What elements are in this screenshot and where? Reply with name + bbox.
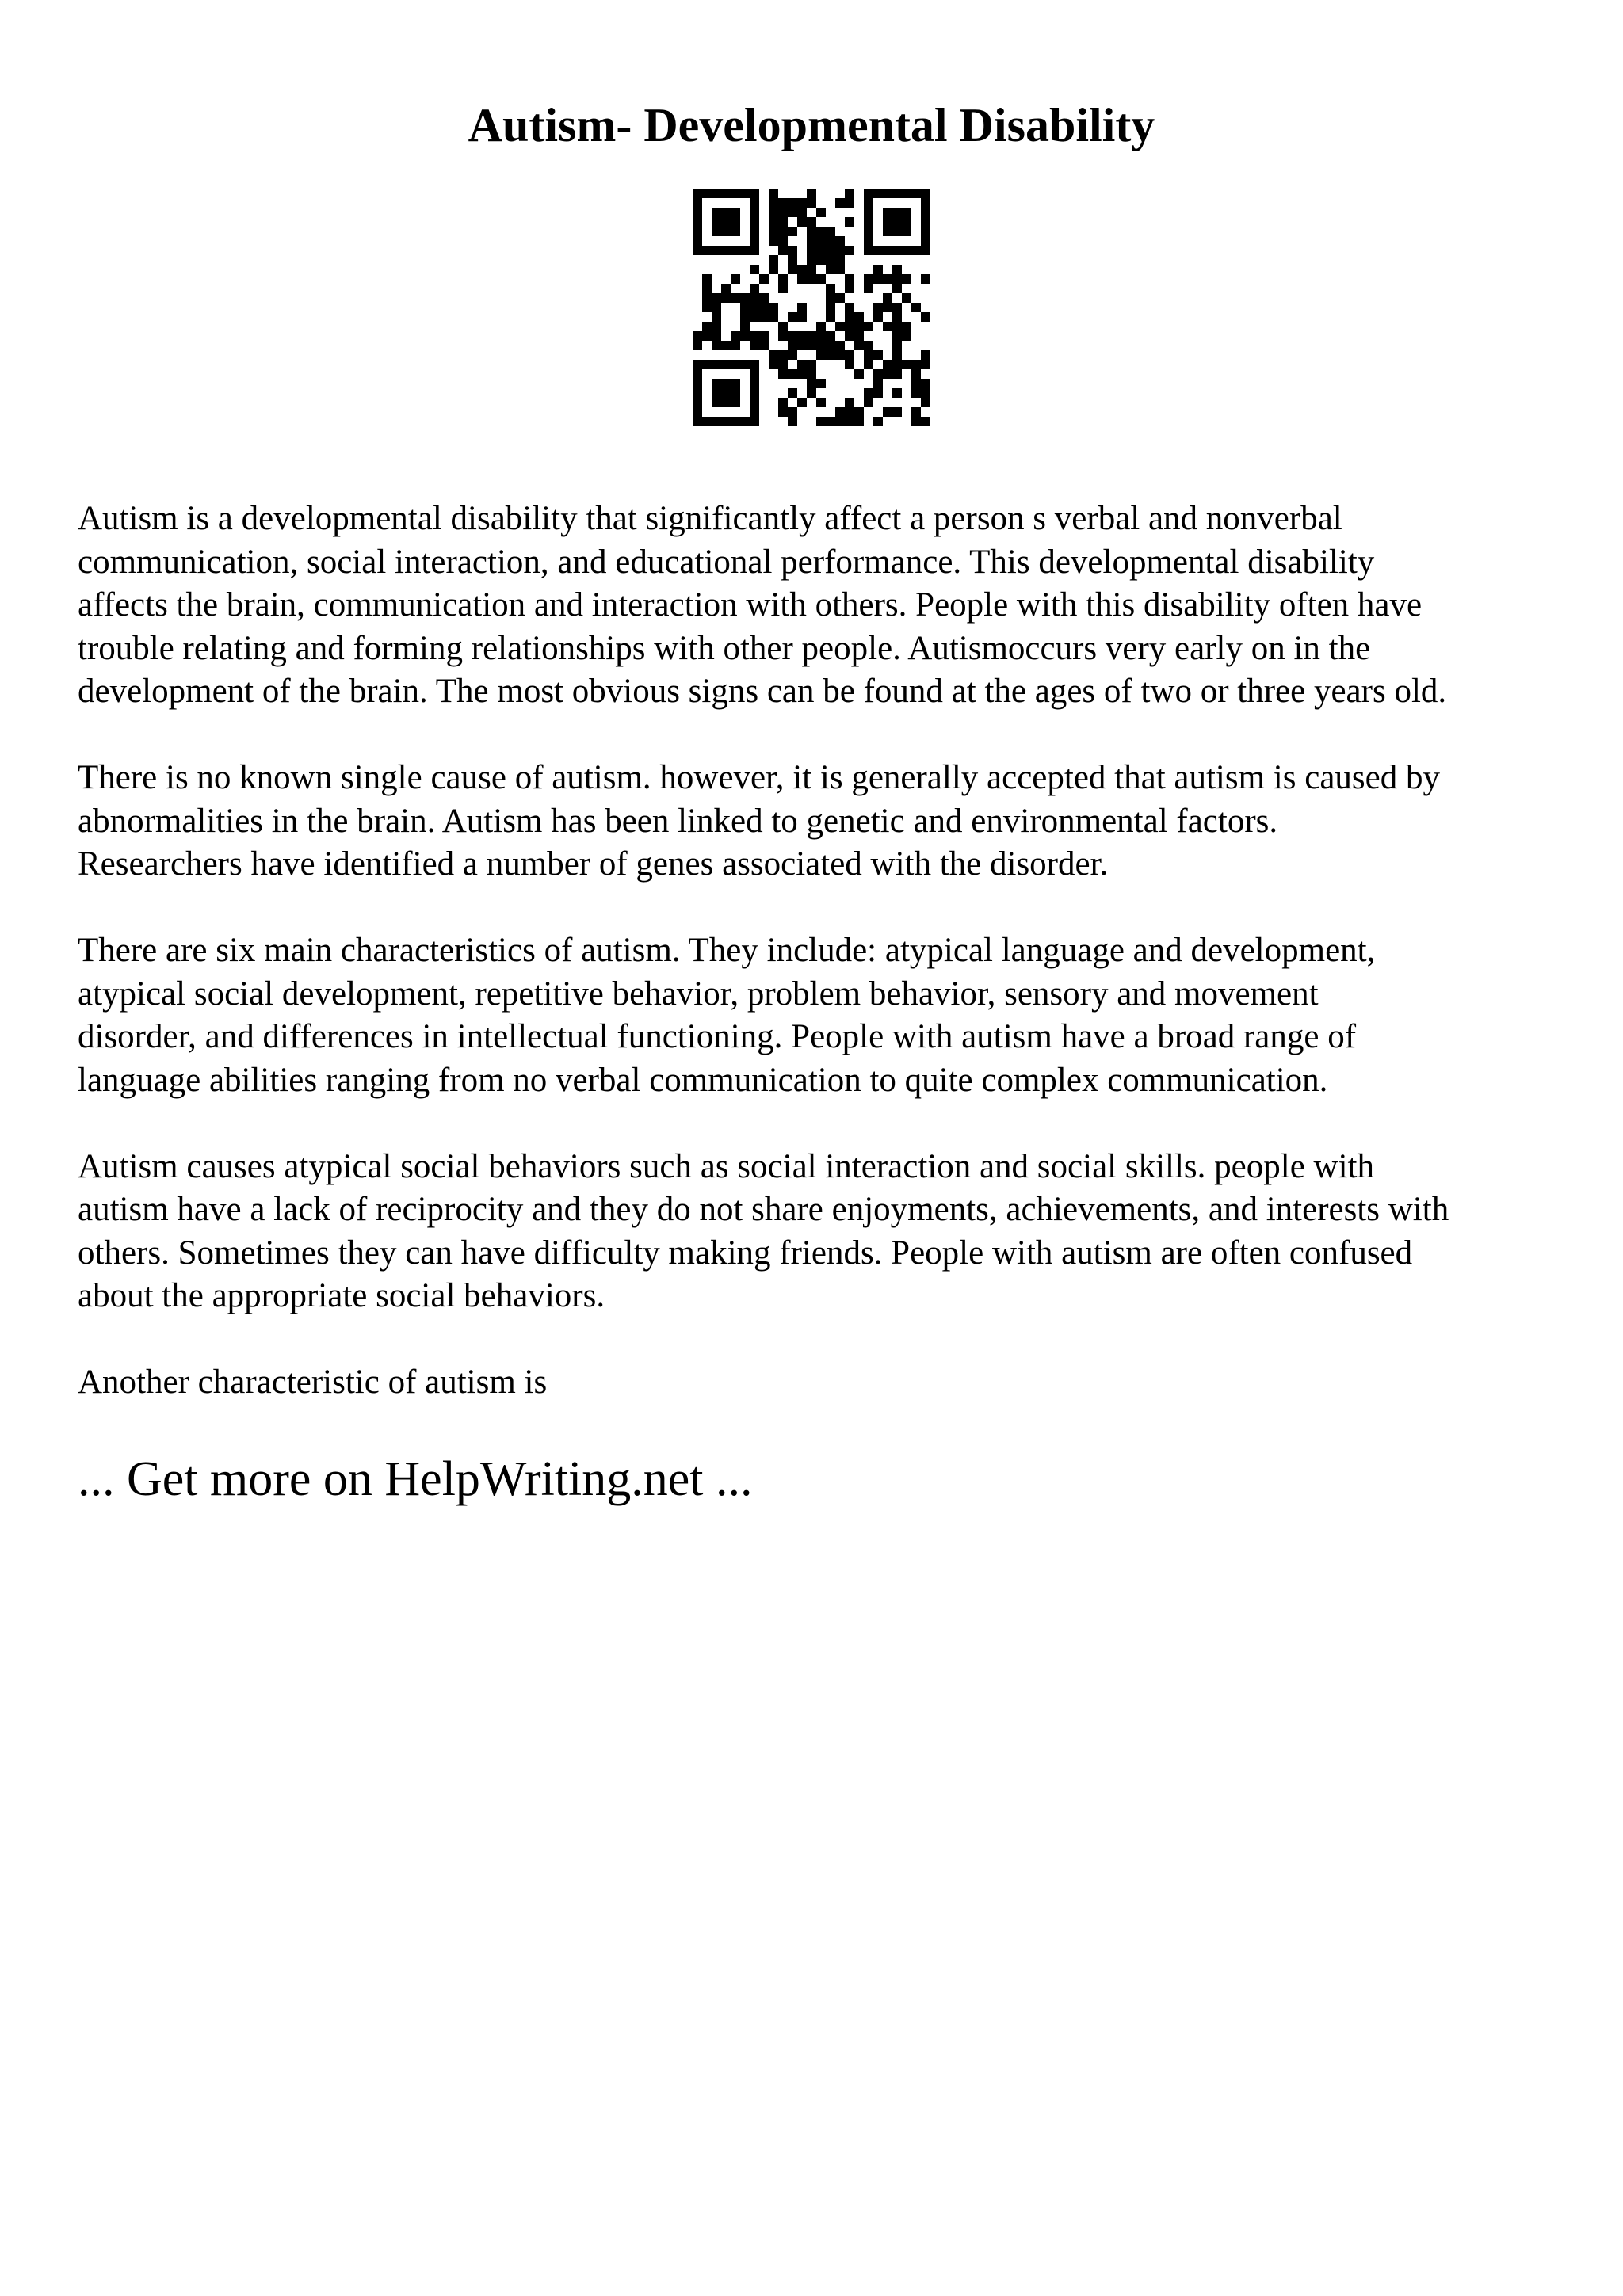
text-line: affects the brain, communication and interaction with others. People with this disability often have <box>78 586 1423 624</box>
page-title: Autism- Developmental Disability <box>468 99 1155 151</box>
paragraph <box>78 498 1568 714</box>
text-line: Autism is a developmental disability that significantly affect a person s verbal and nonverbal <box>78 500 1342 537</box>
text-line: atypical social development, repetitive behavior, problem behavior, sensory and movement <box>78 974 1319 1013</box>
paragraph <box>78 1146 1568 1318</box>
paragraph <box>78 929 1568 1102</box>
text-line: disorder, and differences in intellectual functioning. People with autism have a broad range of <box>78 1018 1357 1055</box>
qr-code-icon <box>693 189 930 426</box>
text-line: development of the brain. The most obvious signs can be found at the ages of two or three years old. <box>78 673 1447 710</box>
text-line: others. Sometimes they can have difficulty making friends. People with autism are often confused <box>78 1234 1413 1272</box>
text-line: trouble relating and forming relationships with other people. Autismoccurs very early on in the <box>78 629 1371 667</box>
text-line: There is no known single cause of autism. however, it is generally accepted that autism is caused by <box>78 759 1440 796</box>
text-line: abnormalities in the brain. Autism has been linked to genetic and environmental factors. <box>78 802 1278 840</box>
text-line: Another characteristic of autism is <box>78 1363 548 1401</box>
text-line: Researchers have identified a number of genes associated with the disorder. <box>78 845 1109 883</box>
text-line: autism have a lack of reciprocity and they do not share enjoyments, achievements, and interests with <box>78 1191 1449 1228</box>
text-line: There are six main characteristics of autism. They include: atypical language and development, <box>78 932 1376 969</box>
document-body <box>78 498 1568 1511</box>
text-line: communication, social interaction, and educational performance. This developmental disability <box>78 543 1375 581</box>
paragraph <box>78 1361 1568 1405</box>
text-line: Autism causes atypical social behaviors such as social interaction and social skills. people with <box>78 1147 1374 1185</box>
paragraph <box>78 757 1568 887</box>
get-more-link[interactable]: ... Get more on HelpWriting.net ... <box>78 1452 753 1506</box>
text-line: about the appropriate social behaviors. <box>78 1277 605 1314</box>
text-line: language abilities ranging from no verbal communication to quite complex communication. <box>78 1061 1328 1099</box>
